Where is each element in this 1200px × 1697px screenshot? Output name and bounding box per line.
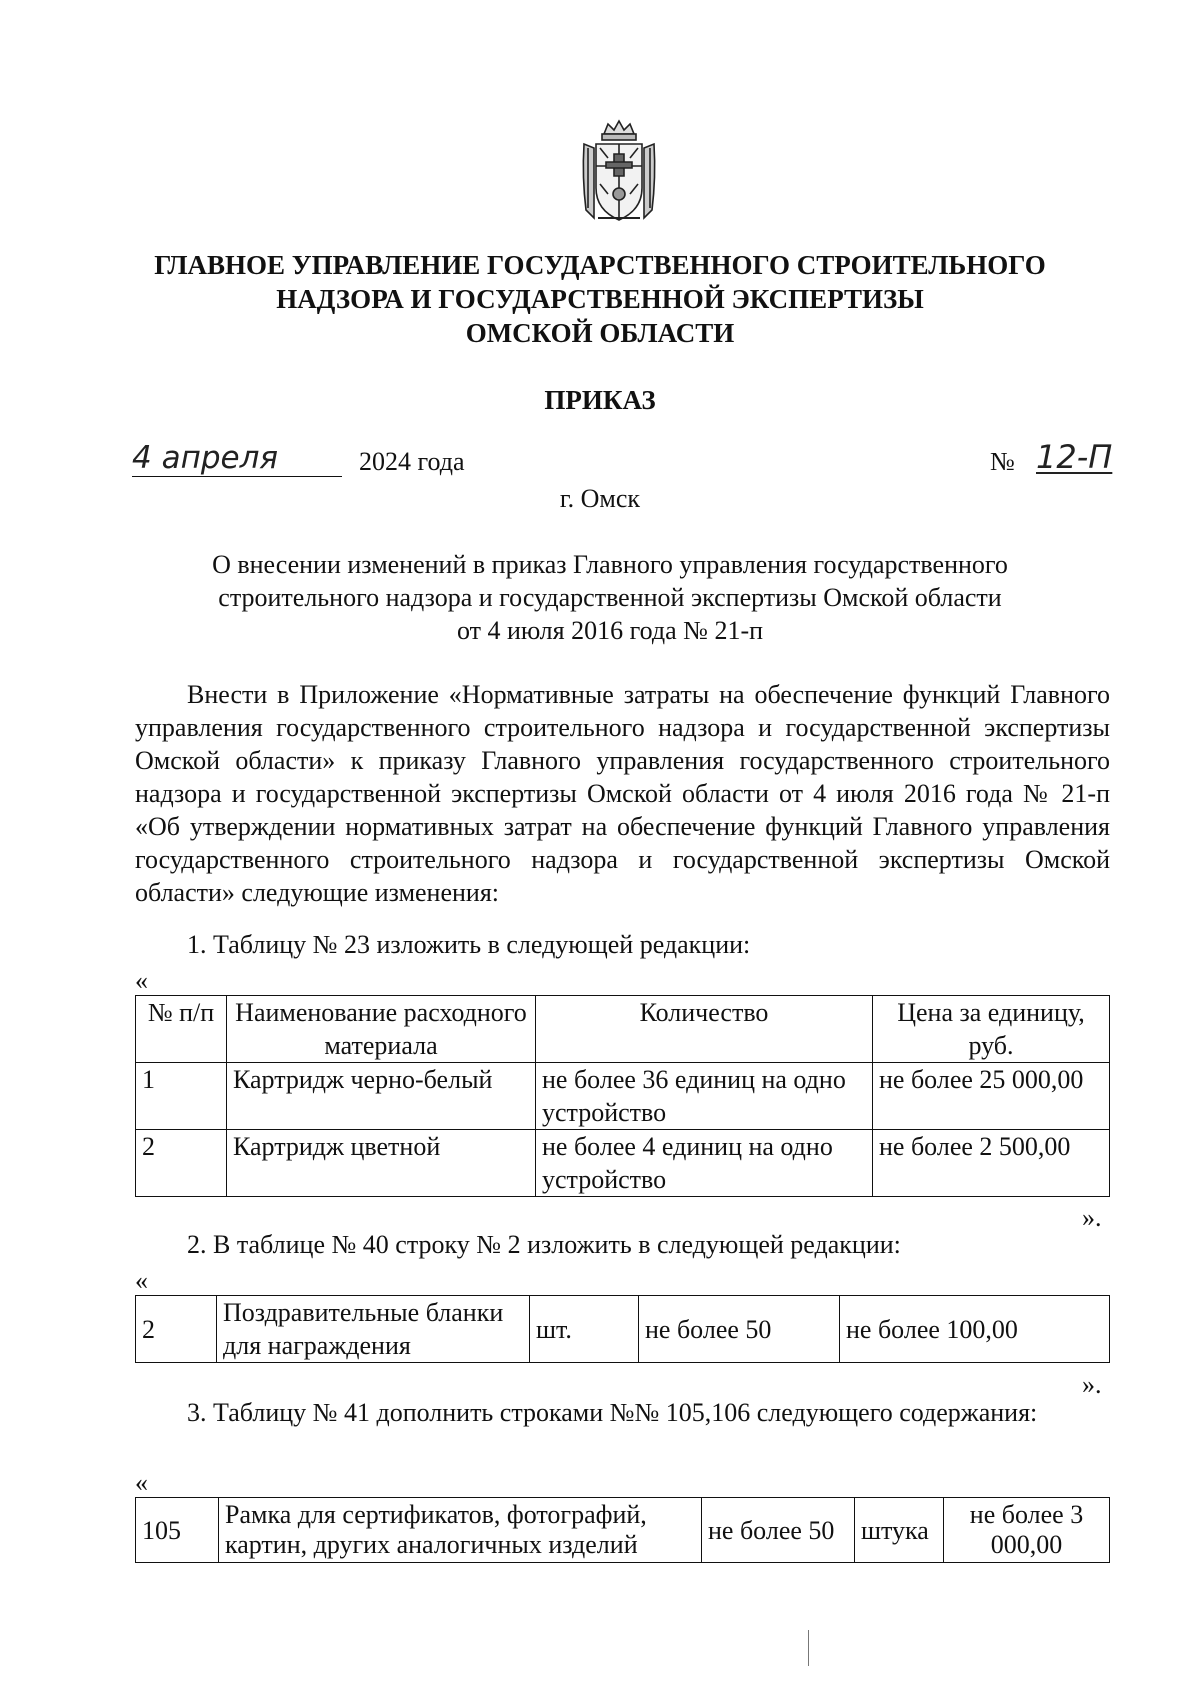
intro-paragraph: Внести в Приложение «Нормативные затраты на обеспечение функций Главного управления государственного строительного надзора и государственной экспертизы Омской области» к приказу Главного управления государственного строительного надзора и государственной экспертизы Омской области от 4 июля 2016 года № 21-п «Об утверждении нормативных затрат на обеспечение функций Главного управления государственного строительного надзора и государственной экспертизы Омской области» следующие изменения:	[135, 680, 1110, 907]
subject-line-1: О внесении изменений в приказ Главного управления государственного	[212, 550, 1008, 579]
quote-open-1: «	[135, 966, 148, 995]
table-row	[136, 1498, 1110, 1563]
document-type: ПРИКАЗ	[544, 385, 656, 415]
subject-line-2: строительного надзора и государственной экспертизы Омской области	[218, 583, 1002, 612]
item-3-text: 3. Таблицу № 41 дополнить строками №№ 105,106 следующего содержания:	[187, 1398, 1038, 1427]
t41-number: 105	[136, 1498, 219, 1563]
t41-unit: штука	[855, 1498, 944, 1563]
handwritten-number: 12-П	[1036, 438, 1113, 476]
quote-close-2: ».	[1082, 1370, 1102, 1399]
item-2-text: 2. В таблице № 40 строку № 2 изложить в следующей редакции:	[187, 1230, 901, 1259]
table-row	[136, 1296, 1110, 1363]
t40-price: не более 100,00	[840, 1296, 1110, 1363]
document-subject	[135, 548, 1085, 647]
subject-line-3: от 4 июля 2016 года № 21-п	[456, 616, 764, 645]
t40-name: Поздравительные бланки для награждения	[217, 1296, 530, 1363]
row-1-price: не более 25 000,00	[873, 1063, 1110, 1130]
t40-number: 2	[136, 1296, 217, 1363]
quote-open-2: «	[135, 1266, 148, 1295]
header-quantity: Количество	[536, 996, 873, 1063]
row-2-price: не более 2 500,00	[873, 1130, 1110, 1197]
number-label: №	[990, 447, 1015, 476]
header-material: Наименование расходного материала	[227, 996, 536, 1063]
table-23	[135, 995, 1110, 1197]
t41-price: не более 3 000,00	[944, 1498, 1110, 1563]
header-number: № п/п	[136, 996, 227, 1063]
city: г. Омск	[559, 484, 641, 513]
coat-of-arms-icon	[574, 118, 664, 226]
item-1-text: 1. Таблицу № 23 изложить в следующей редакции:	[187, 930, 751, 959]
table-row	[136, 1130, 1110, 1197]
table-header-row	[136, 996, 1110, 1063]
organization-title	[100, 248, 1100, 350]
row-1-number: 1	[136, 1063, 227, 1130]
row-2-quantity: не более 4 единиц на одно устройство	[536, 1130, 873, 1197]
row-2-material: Картридж цветной	[227, 1130, 536, 1197]
t41-quantity: не более 50	[702, 1498, 855, 1563]
table-row	[136, 1063, 1110, 1130]
org-line-1: ГЛАВНОЕ УПРАВЛЕНИЕ ГОСУДАРСТВЕННОГО СТРОИТЕЛЬНОГО	[154, 250, 1046, 280]
header-price: Цена за единицу, руб.	[873, 996, 1110, 1063]
date-year: 2024 года	[359, 447, 465, 476]
quote-open-3: «	[135, 1468, 148, 1497]
org-line-2: НАДЗОРА И ГОСУДАРСТВЕННОЙ ЭКСПЕРТИЗЫ	[276, 284, 924, 314]
handwritten-date: 4 апреля	[132, 440, 342, 477]
t41-name: Рамка для сертификатов, фотографий, картин, других аналогичных изделий	[219, 1498, 702, 1563]
t40-unit: шт.	[530, 1296, 639, 1363]
table-41	[135, 1497, 1110, 1563]
row-2-number: 2	[136, 1130, 227, 1197]
quote-close-1: ».	[1082, 1203, 1102, 1232]
scan-mark	[808, 1630, 809, 1666]
t40-quantity: не более 50	[639, 1296, 840, 1363]
org-line-3: ОМСКОЙ ОБЛАСТИ	[465, 318, 735, 348]
table-40	[135, 1295, 1110, 1363]
row-1-material: Картридж черно-белый	[227, 1063, 536, 1130]
row-1-quantity: не более 36 единиц на одно устройство	[536, 1063, 873, 1130]
